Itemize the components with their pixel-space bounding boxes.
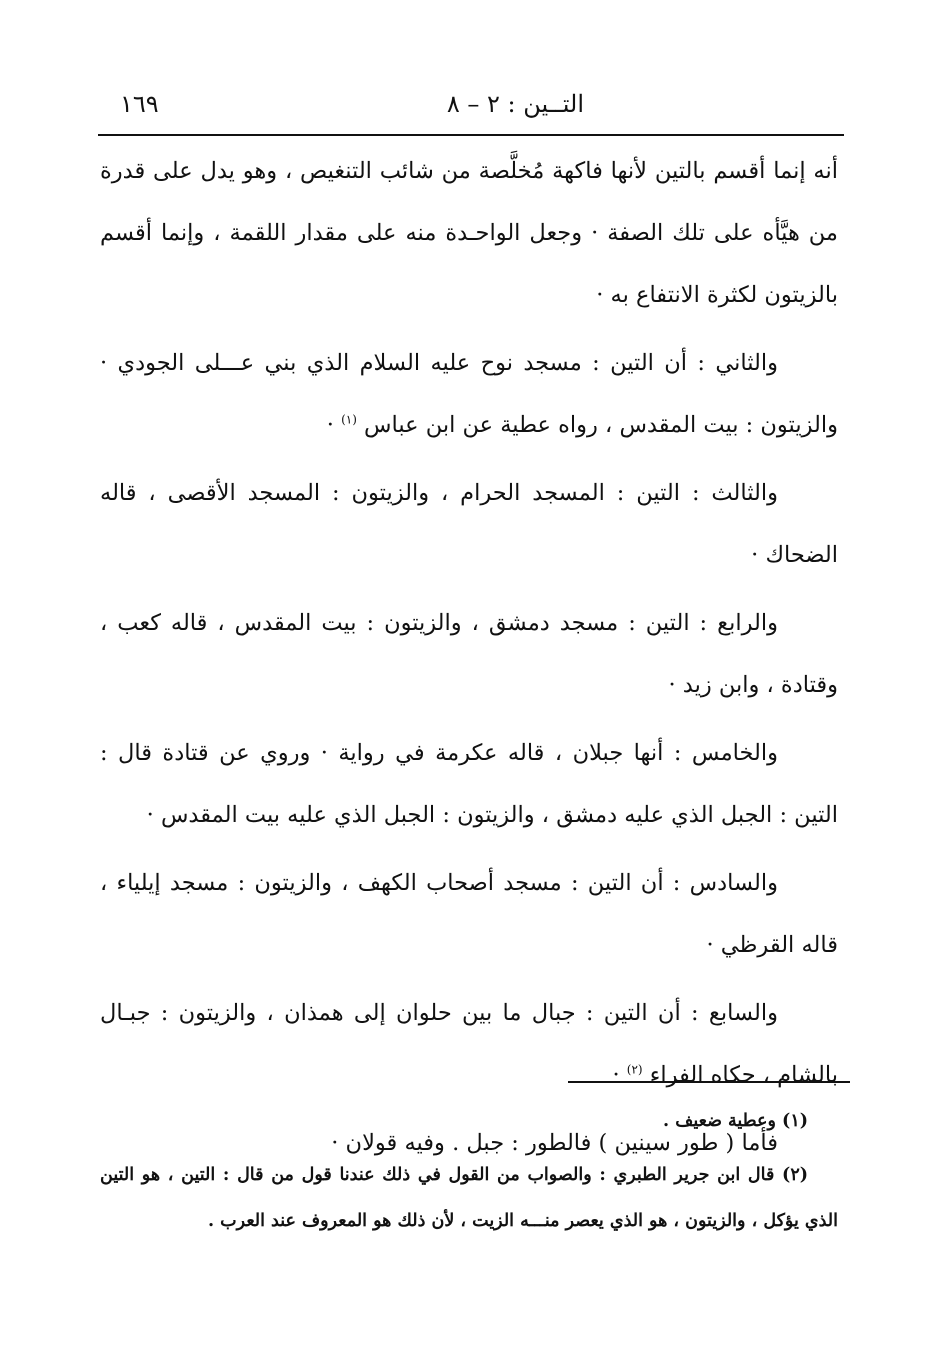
paragraph-4: والرابع : التين : مسجد دمشق ، والزيتون : بيت المقدس ، قاله كعب ، وقتادة ، وابن زيد · bbox=[100, 610, 838, 698]
footnote-ref-1: (١) bbox=[341, 412, 357, 427]
page-header bbox=[98, 90, 844, 130]
paragraph-3: والثالث : التين : المسجد الحرام ، والزيتون : المسجد الأقصى ، قاله الضحاك · bbox=[100, 480, 838, 568]
paragraph-2-end: · bbox=[326, 412, 342, 438]
paragraph-7-text: والسابع : أن التين : جبال ما بين حلوان إلى همذان ، والزيتون : جبـال بالشام ، حكاه الفراء bbox=[100, 1000, 838, 1088]
paragraph-5: والخامس : أنها جبلان ، قاله عكرمة في رواية · وروي عن قتادة قال : التين : الجبل الذي عليه دمشق ، والزيتون : الجبل الذي عليه بيت المقدس · bbox=[100, 740, 838, 828]
footnote-ref-2: (٢) bbox=[626, 1062, 643, 1077]
paragraph-2-text: والثاني : أن التين : مسجد نوح عليه السلام الذي بني عـــلى الجودي · والزيتون : بيت المقدس ، رواه عطية عن ابن عباس bbox=[100, 350, 838, 438]
paragraph-1: أنه إنما أقسم بالتين لأنها فاكهة مُخلَّصة من شائب التنغيص ، وهو يدل على قدرة من هيَّأه على تلك الصفة · وجعل الواحـدة منه على مقدار اللقمة ، وإنما أقسم بالزيتون لكثرة الانتفاع به · bbox=[100, 158, 838, 308]
footnote-separator bbox=[568, 1081, 850, 1083]
footnotes bbox=[100, 1098, 838, 1252]
running-title: التــين : ٢ – ٨ bbox=[446, 90, 584, 118]
main-text bbox=[100, 140, 838, 1180]
page-number: ١٦٩ bbox=[120, 90, 159, 118]
footnote-2: (٢) قال ابن جرير الطبري : والصواب من القول في ذلك عندنا قول من قال : التين ، هو التين الذي يؤكل ، والزيتون ، هو الذي يعصر منـــه الزيت ، لأن ذلك هو المعروف عند العرب . bbox=[100, 1165, 838, 1231]
paragraph-2 bbox=[100, 332, 838, 456]
paragraph-6: والسادس : أن التين : مسجد أصحاب الكهف ، والزيتون : مسجد إيلياء ، قاله القرظي · bbox=[100, 870, 838, 958]
paragraph-7-end: · bbox=[612, 1062, 627, 1088]
paragraph-8: فأما ( طور سينين ) فالطور : جبل . وفيه قولان · bbox=[331, 1130, 778, 1156]
header-rule bbox=[98, 134, 844, 136]
paragraph-7 bbox=[100, 982, 838, 1106]
footnote-1: (١) وعطية ضعيف . bbox=[663, 1111, 808, 1131]
